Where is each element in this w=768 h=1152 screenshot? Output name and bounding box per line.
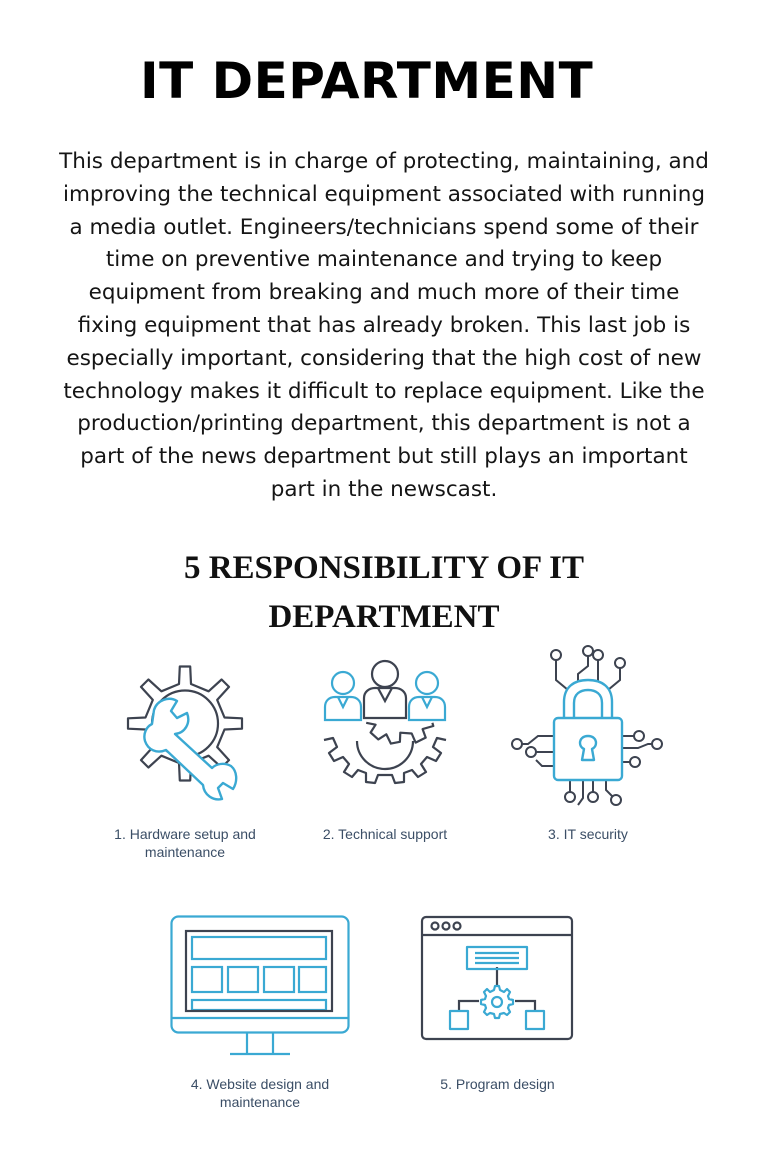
monitor-layout-icon	[170, 915, 350, 1060]
responsibility-card-program	[415, 915, 580, 1105]
responsibility-label-1: 1. Hardware setup and maintenance	[114, 826, 256, 860]
team-gear-icon	[305, 655, 465, 800]
responsibility-label-5: 5. Program design	[440, 1076, 555, 1092]
padlock-circuit-icon	[508, 640, 668, 815]
responsibility-card-support	[305, 655, 465, 845]
responsibility-label-3: 3. IT security	[548, 826, 628, 842]
responsibility-card-website	[170, 915, 350, 1115]
responsibility-card-hardware	[105, 655, 275, 865]
responsibility-card-security	[508, 640, 668, 850]
flowchart-window-icon	[415, 915, 580, 1045]
page-title: IT DEPARTMENT	[140, 52, 594, 110]
intro-paragraph: This department is in charge of protecting, maintaining, and improving the technical equipment associated with running a media outlet. Engineers/technicians spend some of their time on preventive maintenance and trying to keep equipment from breaking and much more of their time fixing equipment that has already broken. This last job is especially important, considering that the high cost of new technology makes it difficult to replace equipment. Like the production/printing department, this department is not a part of the news department but still plays an important part in the newscast.	[59, 149, 709, 502]
section-title: 5 RESPONSIBILITY OF IT DEPARTMENT	[183, 550, 585, 635]
responsibility-label-4: 4. Website design and maintenance	[190, 1076, 330, 1110]
responsibility-label-2: 2. Technical support	[322, 826, 448, 842]
gear-wrench-icon	[105, 655, 275, 807]
